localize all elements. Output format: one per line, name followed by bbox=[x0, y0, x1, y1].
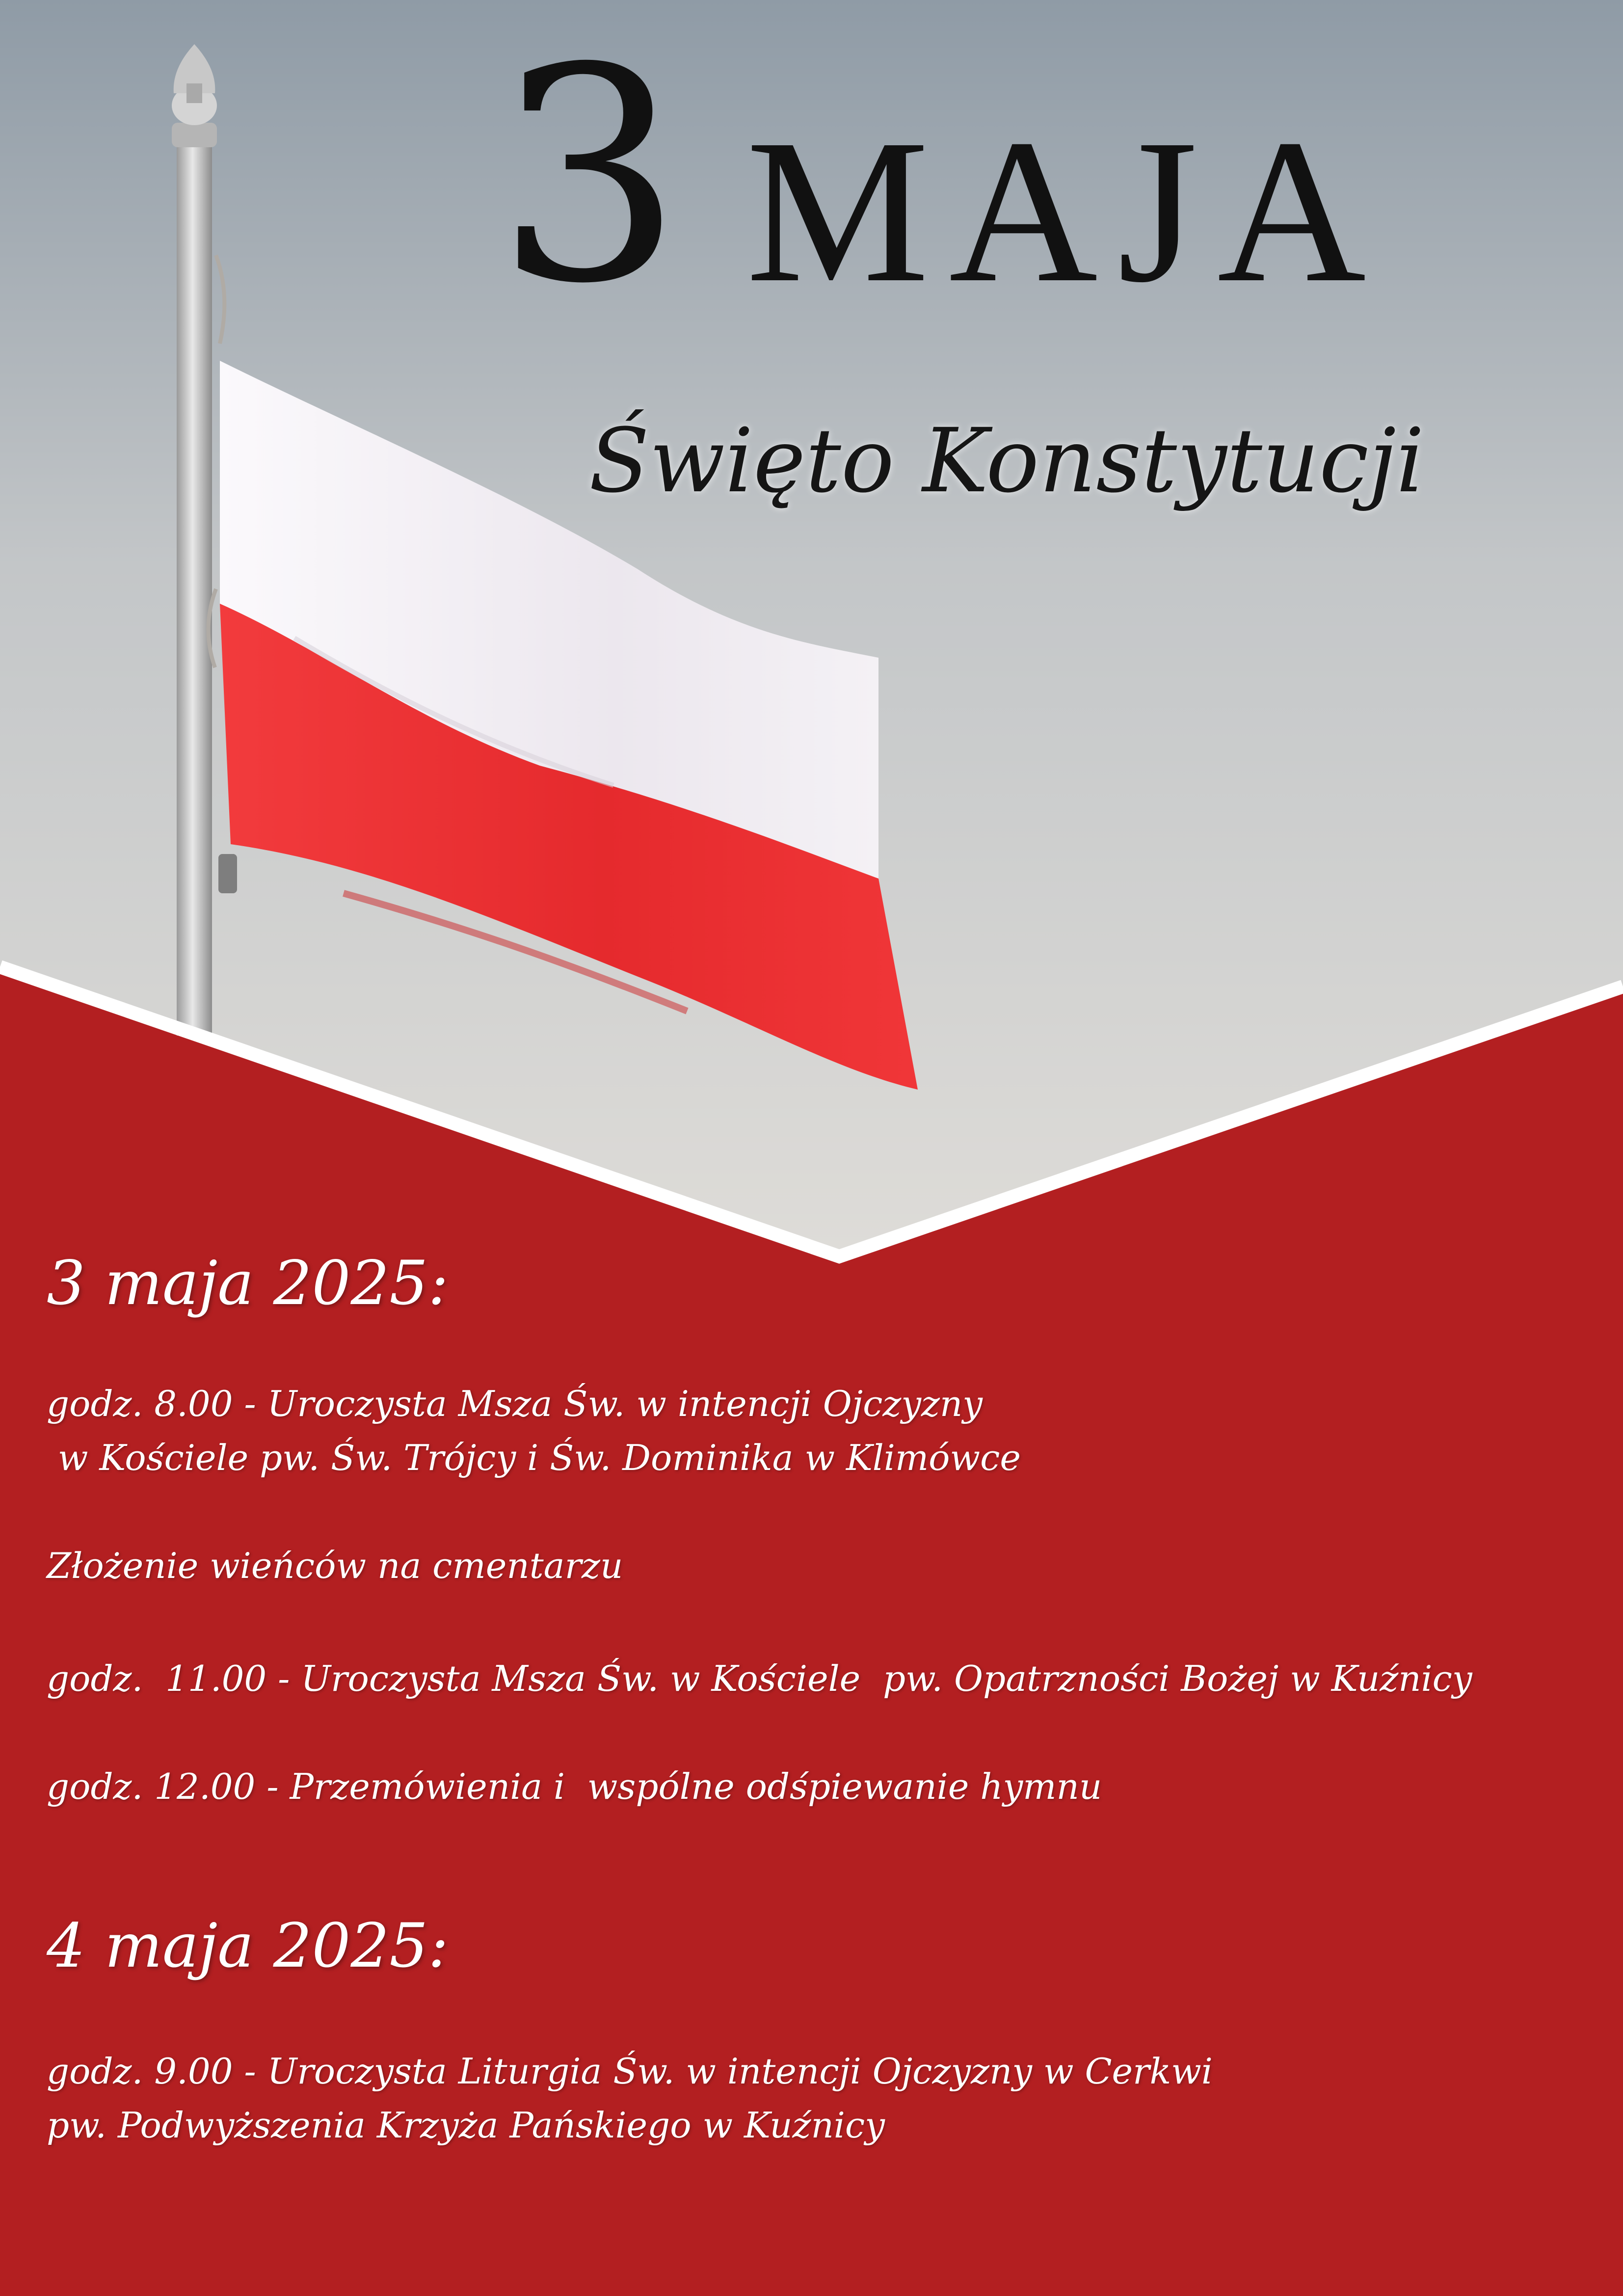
day1-event-line: Złożenie wieńców na cmentarzu bbox=[47, 1545, 623, 1586]
day2-event-line: pw. Podwyższenia Krzyża Pańskiego w Kuźnicy bbox=[47, 2105, 885, 2146]
title-number: 3 bbox=[496, 5, 683, 348]
title-word: MAJA bbox=[746, 97, 1386, 325]
day1-heading: 3 maja 2025: bbox=[47, 1248, 449, 1319]
day2-event-line: godz. 9.00 - Uroczysta Liturgia Św. w intencji Ojczyzny w Cerkwi bbox=[47, 2051, 1213, 2092]
day1-event-line: godz. 8.00 - Uroczysta Msza Św. w intencji Ojczyzny bbox=[47, 1383, 983, 1424]
day1-event-line: w Kościele pw. Św. Trójcy i Św. Dominika w Klimówce bbox=[47, 1437, 1021, 1478]
day1-event-line: godz. 12.00 - Przemówienia i wspólne odśpiewanie hymnu bbox=[47, 1766, 1102, 1807]
subtitle: Święto Konstytucji bbox=[589, 410, 1425, 512]
day1-event-line: godz. 11.00 - Uroczysta Msza Św. w Kościele pw. Opatrzności Bożej w Kuźnicy bbox=[47, 1658, 1472, 1699]
day2-heading: 4 maja 2025: bbox=[47, 1911, 449, 1981]
